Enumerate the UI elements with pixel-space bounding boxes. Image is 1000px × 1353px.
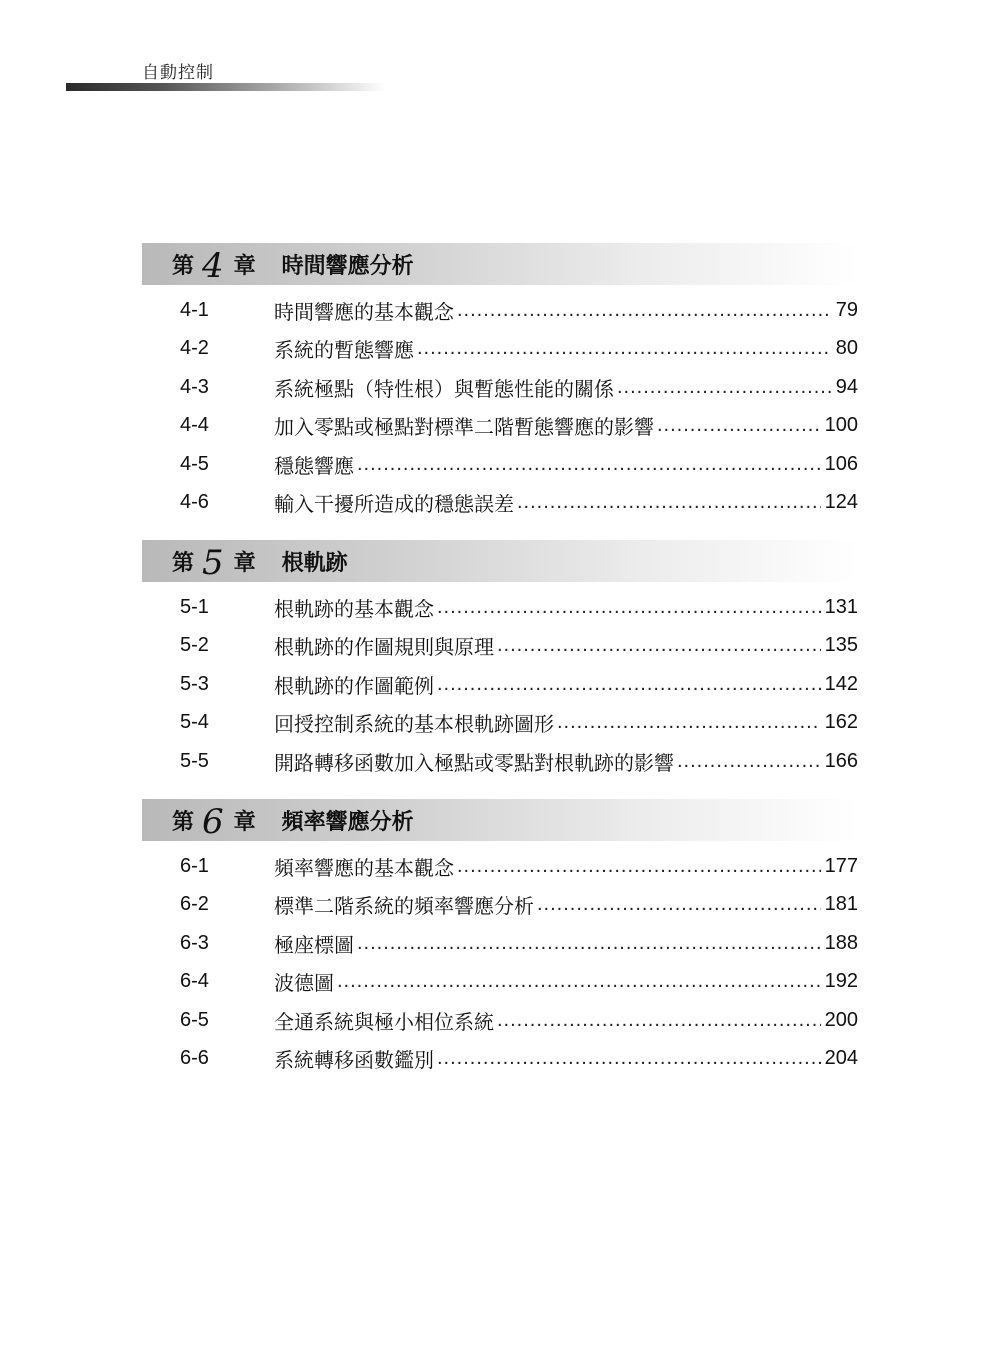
dot-leader xyxy=(457,855,821,878)
entry-title: 全通系統與極小相位系統 xyxy=(274,1009,494,1034)
toc-entry[interactable] xyxy=(142,484,858,523)
chapter-suffix: 章 xyxy=(233,809,256,835)
entry-title: 頻率響應的基本觀念 xyxy=(274,855,454,880)
toc-entry-list xyxy=(142,588,858,781)
entry-number: 4-5 xyxy=(180,452,209,475)
chapter-title: 頻率響應分析 xyxy=(281,809,414,835)
entry-number: 6-3 xyxy=(180,931,209,954)
dot-leader xyxy=(657,414,821,437)
entry-page: 135 xyxy=(824,634,858,657)
running-head: 自動控制 xyxy=(142,63,214,83)
toc-entry[interactable] xyxy=(142,742,858,781)
toc-entry[interactable] xyxy=(142,704,858,743)
dot-leader xyxy=(337,970,821,993)
entry-number: 6-5 xyxy=(180,1008,209,1031)
toc-entry[interactable] xyxy=(142,847,858,886)
entry-number: 5-2 xyxy=(180,634,209,657)
chapter-section xyxy=(142,243,858,522)
entry-number: 4-1 xyxy=(180,298,209,321)
entry-title: 波德圖 xyxy=(274,971,334,996)
entry-title: 系統的暫態響應 xyxy=(274,338,414,363)
chapter-section xyxy=(142,540,858,781)
entry-number: 4-4 xyxy=(180,414,209,437)
dot-leader xyxy=(357,453,821,476)
toc-entry[interactable] xyxy=(142,886,858,925)
dot-leader xyxy=(517,491,821,514)
entry-number: 5-1 xyxy=(180,595,209,618)
entry-title: 輸入干擾所造成的穩態誤差 xyxy=(274,492,514,517)
chapter-number: 6 xyxy=(202,802,224,842)
entry-number: 5-5 xyxy=(180,749,209,772)
toc-entry[interactable] xyxy=(142,963,858,1002)
entry-number: 5-4 xyxy=(180,711,209,734)
entry-page: 162 xyxy=(824,711,858,734)
dot-leader xyxy=(437,596,821,619)
entry-page: 188 xyxy=(824,931,858,954)
header-rule xyxy=(66,83,386,91)
dot-leader xyxy=(437,673,821,696)
dot-leader xyxy=(677,750,821,773)
dot-leader xyxy=(357,932,821,955)
chapter-section xyxy=(142,799,858,1078)
toc-entry[interactable] xyxy=(142,588,858,627)
entry-number: 6-1 xyxy=(180,854,209,877)
toc-entry[interactable] xyxy=(142,1040,858,1079)
entry-number: 4-6 xyxy=(180,491,209,514)
toc-entry[interactable] xyxy=(142,924,858,963)
entry-title: 標準二階系統的頻率響應分析 xyxy=(274,894,534,919)
entry-page: 177 xyxy=(824,854,858,877)
dot-leader xyxy=(497,1009,821,1032)
entry-page: 100 xyxy=(824,414,858,437)
entry-page: 131 xyxy=(824,595,858,618)
chapter-prefix: 第 xyxy=(172,809,195,835)
chapter-title: 根軌跡 xyxy=(281,550,348,576)
entry-title: 極座標圖 xyxy=(274,932,354,957)
entry-number: 5-3 xyxy=(180,672,209,695)
entry-title: 開路轉移函數加入極點或零點對根軌跡的影響 xyxy=(274,750,674,775)
chapter-prefix: 第 xyxy=(172,253,195,279)
toc-entry[interactable] xyxy=(142,445,858,484)
dot-leader xyxy=(437,1047,821,1070)
toc-entry[interactable] xyxy=(142,291,858,330)
entry-title: 時間響應的基本觀念 xyxy=(274,299,454,324)
entry-page: 166 xyxy=(824,749,858,772)
toc-entry[interactable] xyxy=(142,627,858,666)
entry-page: 94 xyxy=(835,375,858,398)
toc-entry-list xyxy=(142,291,858,522)
chapter-heading xyxy=(142,540,858,582)
chapter-heading xyxy=(142,243,858,285)
toc-entry[interactable] xyxy=(142,1001,858,1040)
dot-leader xyxy=(557,711,821,734)
entry-title: 回授控制系統的基本根軌跡圖形 xyxy=(274,712,554,737)
entry-page: 79 xyxy=(835,298,858,321)
entry-number: 6-4 xyxy=(180,970,209,993)
entry-page: 181 xyxy=(824,893,858,916)
chapter-title: 時間響應分析 xyxy=(281,253,414,279)
entry-title: 系統極點（特性根）與暫態性能的關係 xyxy=(274,376,614,401)
chapter-heading xyxy=(142,799,858,841)
entry-number: 4-2 xyxy=(180,337,209,360)
dot-leader xyxy=(417,337,832,360)
entry-page: 142 xyxy=(824,672,858,695)
dot-leader xyxy=(457,299,832,322)
toc-entry-list xyxy=(142,847,858,1078)
entry-title: 系統轉移函數鑑別 xyxy=(274,1048,434,1073)
toc-entry[interactable] xyxy=(142,407,858,446)
dot-leader xyxy=(537,893,821,916)
toc-entry[interactable] xyxy=(142,330,858,369)
toc-entry[interactable] xyxy=(142,665,858,704)
chapter-prefix: 第 xyxy=(172,550,195,576)
entry-number: 4-3 xyxy=(180,375,209,398)
chapter-suffix: 章 xyxy=(233,253,256,279)
entry-page: 192 xyxy=(824,970,858,993)
chapter-suffix: 章 xyxy=(233,550,256,576)
chapter-number: 4 xyxy=(202,246,224,286)
dot-leader xyxy=(497,634,821,657)
entry-page: 124 xyxy=(824,491,858,514)
entry-title: 穩態響應 xyxy=(274,453,354,478)
entry-number: 6-6 xyxy=(180,1047,209,1070)
entry-title: 根軌跡的作圖規則與原理 xyxy=(274,635,494,660)
entry-title: 根軌跡的基本觀念 xyxy=(274,596,434,621)
entry-page: 200 xyxy=(824,1008,858,1031)
dot-leader xyxy=(617,376,832,399)
entry-title: 根軌跡的作圖範例 xyxy=(274,673,434,698)
entry-page: 106 xyxy=(824,452,858,475)
entry-title: 加入零點或極點對標準二階暫態響應的影響 xyxy=(274,415,654,440)
entry-number: 6-2 xyxy=(180,893,209,916)
entry-page: 204 xyxy=(824,1047,858,1070)
toc-entry[interactable] xyxy=(142,368,858,407)
entry-page: 80 xyxy=(835,337,858,360)
chapter-number: 5 xyxy=(202,543,224,583)
